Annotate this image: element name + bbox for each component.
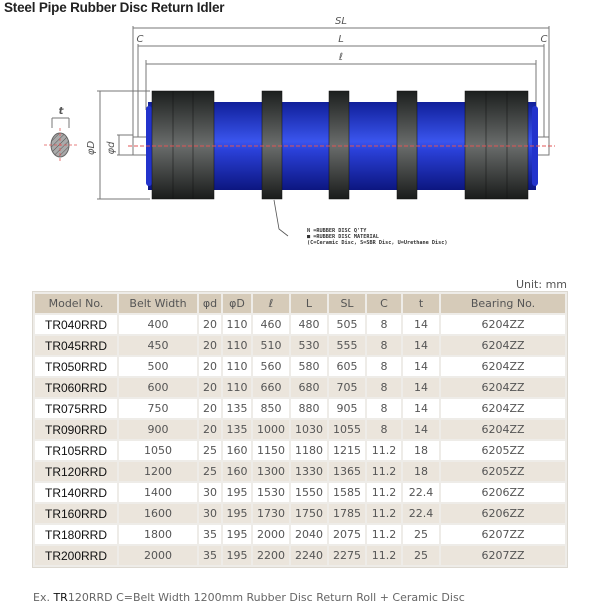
table-cell: 195 — [223, 504, 251, 523]
unit-label: Unit: mm — [515, 278, 567, 291]
table-cell: 11.2 — [367, 525, 401, 544]
table-row — [35, 378, 565, 397]
table-cell: 1750 — [291, 504, 327, 523]
table-cell: 18 — [403, 462, 439, 481]
col-header-belt-width: Belt Width — [119, 294, 197, 313]
table-cell: 11.2 — [367, 483, 401, 502]
table-cell: 6204ZZ — [441, 315, 565, 334]
col-header-l: ℓ — [253, 294, 289, 313]
table-cell: 195 — [223, 483, 251, 502]
shaft-cross-section-icon — [44, 128, 78, 162]
table-cell: TR090RRD — [35, 420, 117, 439]
table-cell: TR050RRD — [35, 357, 117, 376]
table-cell: 1200 — [119, 462, 197, 481]
table-cell: 8 — [367, 399, 401, 418]
dim-label-c-right: C — [540, 34, 548, 45]
table-cell: 705 — [329, 378, 365, 397]
table-cell: 25 — [403, 546, 439, 565]
table-cell: TR060RRD — [35, 378, 117, 397]
table-row — [35, 420, 565, 439]
table-row — [35, 441, 565, 460]
table-cell: TR075RRD — [35, 399, 117, 418]
table-cell: 530 — [291, 336, 327, 355]
table-cell: 6204ZZ — [441, 420, 565, 439]
table-cell: 660 — [253, 378, 289, 397]
table-cell: 25 — [199, 441, 221, 460]
table-cell: 1530 — [253, 483, 289, 502]
dim-label-c-left: C — [136, 34, 144, 45]
table-cell: 20 — [199, 315, 221, 334]
table-cell: 30 — [199, 483, 221, 502]
table-cell: 110 — [223, 336, 251, 355]
table-cell: 555 — [329, 336, 365, 355]
table-cell: 110 — [223, 315, 251, 334]
col-header-bearing: Bearing No. — [441, 294, 565, 313]
table-cell: 500 — [119, 357, 197, 376]
example-rest: 120RRD C=Belt Width 1200mm Rubber Disc Return Roll + Ceramic Disc — [67, 591, 465, 604]
table-cell: 195 — [223, 525, 251, 544]
table-cell: TR160RRD — [35, 504, 117, 523]
table-cell: 6207ZZ — [441, 546, 565, 565]
table-row — [35, 504, 565, 523]
table-cell: 880 — [291, 399, 327, 418]
table-cell: 135 — [223, 420, 251, 439]
table-cell: 1400 — [119, 483, 197, 502]
table-cell: 1180 — [291, 441, 327, 460]
table-cell: 2200 — [253, 546, 289, 565]
table-cell: 20 — [199, 399, 221, 418]
table-cell: 1050 — [119, 441, 197, 460]
col-header-model: Model No. — [35, 294, 117, 313]
table-cell: TR045RRD — [35, 336, 117, 355]
table-cell: 750 — [119, 399, 197, 418]
dim-label-l: ℓ — [338, 52, 344, 63]
table-cell: 20 — [199, 336, 221, 355]
table-cell: 11.2 — [367, 441, 401, 460]
table-cell: 25 — [403, 525, 439, 544]
table-cell: 8 — [367, 378, 401, 397]
table-cell: 560 — [253, 357, 289, 376]
table-cell: 1585 — [329, 483, 365, 502]
table-cell: 6204ZZ — [441, 378, 565, 397]
table-cell: 2240 — [291, 546, 327, 565]
example-bold: TR — [53, 591, 68, 604]
table-cell: 14 — [403, 357, 439, 376]
table-row — [35, 315, 565, 334]
table-cell: 480 — [291, 315, 327, 334]
col-header-t: t — [403, 294, 439, 313]
table-row — [35, 525, 565, 544]
table-cell: TR200RRD — [35, 546, 117, 565]
table-cell: 6206ZZ — [441, 483, 565, 502]
table-cell: 400 — [119, 315, 197, 334]
col-header-C: C — [367, 294, 401, 313]
table-cell: 510 — [253, 336, 289, 355]
table-cell: 1730 — [253, 504, 289, 523]
table-cell: 1330 — [291, 462, 327, 481]
table-cell: 20 — [199, 357, 221, 376]
table-row — [35, 546, 565, 565]
table-cell: TR180RRD — [35, 525, 117, 544]
table-cell: 8 — [367, 357, 401, 376]
table-cell: 8 — [367, 420, 401, 439]
table-cell: 600 — [119, 378, 197, 397]
table-row — [35, 336, 565, 355]
table-cell: 20 — [199, 420, 221, 439]
table-cell: 1800 — [119, 525, 197, 544]
table-cell: 1300 — [253, 462, 289, 481]
idler-diagram — [0, 14, 600, 264]
table-cell: 20 — [199, 378, 221, 397]
table-cell: 1550 — [291, 483, 327, 502]
table-cell: 8 — [367, 336, 401, 355]
table-cell: 900 — [119, 420, 197, 439]
table-cell: 6204ZZ — [441, 399, 565, 418]
legend-line-3: (C=Ceramic Disc, S=SBR Disc, U=Urethane Disc) — [307, 240, 448, 246]
table-row — [35, 357, 565, 376]
dim-label-t: t — [58, 106, 64, 117]
table-cell: 14 — [403, 378, 439, 397]
table-cell: TR040RRD — [35, 315, 117, 334]
legend-line-1: N =RUBBER DISC Q'TY — [307, 228, 367, 234]
table-cell: 460 — [253, 315, 289, 334]
table-cell: 160 — [223, 441, 251, 460]
table-cell: 2075 — [329, 525, 365, 544]
table-cell: 1055 — [329, 420, 365, 439]
table-row — [35, 399, 565, 418]
table-cell: 2000 — [119, 546, 197, 565]
table-cell: 22.4 — [403, 504, 439, 523]
table-cell: 6204ZZ — [441, 357, 565, 376]
table-cell: 6205ZZ — [441, 462, 565, 481]
table-cell: 11.2 — [367, 504, 401, 523]
dim-label-SL: SL — [335, 16, 347, 27]
dim-label-phiD: φD — [86, 140, 97, 156]
table-cell: 1785 — [329, 504, 365, 523]
table-cell: 6205ZZ — [441, 441, 565, 460]
table-header-row — [35, 294, 565, 313]
leader-line — [274, 200, 288, 236]
dim-label-phid: φd — [106, 141, 117, 155]
table-cell: 905 — [329, 399, 365, 418]
table-cell: 1030 — [291, 420, 327, 439]
table-cell: 2000 — [253, 525, 289, 544]
table-cell: 505 — [329, 315, 365, 334]
legend-line-2: ■ =RUBBER DISC MATERIAL — [307, 234, 379, 240]
table-cell: 605 — [329, 357, 365, 376]
table-cell: TR120RRD — [35, 462, 117, 481]
table-cell: 14 — [403, 315, 439, 334]
table-row — [35, 462, 565, 481]
table-cell: 1365 — [329, 462, 365, 481]
table-cell: 580 — [291, 357, 327, 376]
table-cell: 30 — [199, 504, 221, 523]
page-title: Steel Pipe Rubber Disc Return Idler — [4, 0, 225, 15]
table-cell: 8 — [367, 315, 401, 334]
table-cell: 6204ZZ — [441, 336, 565, 355]
col-header-phid: φd — [199, 294, 221, 313]
table-cell: 680 — [291, 378, 327, 397]
table-cell: 110 — [223, 378, 251, 397]
table-cell: 1600 — [119, 504, 197, 523]
table-cell: 22.4 — [403, 483, 439, 502]
table-cell: TR105RRD — [35, 441, 117, 460]
table-cell: 11.2 — [367, 462, 401, 481]
table-cell: 160 — [223, 462, 251, 481]
table-cell: 18 — [403, 441, 439, 460]
col-header-phiD: φD — [223, 294, 251, 313]
table-cell: 35 — [199, 546, 221, 565]
table-cell: 14 — [403, 420, 439, 439]
table-cell: 6207ZZ — [441, 525, 565, 544]
table-cell: 25 — [199, 462, 221, 481]
table-cell: 14 — [403, 336, 439, 355]
table-cell: 35 — [199, 525, 221, 544]
col-header-L: L — [291, 294, 327, 313]
table-cell: TR140RRD — [35, 483, 117, 502]
table-cell: 135 — [223, 399, 251, 418]
table-cell: 1000 — [253, 420, 289, 439]
table-cell: 1215 — [329, 441, 365, 460]
table-cell: 2040 — [291, 525, 327, 544]
table-cell: 11.2 — [367, 546, 401, 565]
example-note — [33, 591, 465, 604]
table-cell: 195 — [223, 546, 251, 565]
dim-label-L: L — [338, 34, 344, 45]
table-row — [35, 483, 565, 502]
example-prefix: Ex. — [33, 591, 54, 604]
table-cell: 2275 — [329, 546, 365, 565]
rubber-disc-icons — [152, 91, 528, 199]
table-cell: 850 — [253, 399, 289, 418]
spec-table — [32, 291, 568, 568]
table-cell: 110 — [223, 357, 251, 376]
table-cell: 1150 — [253, 441, 289, 460]
table-cell: 14 — [403, 399, 439, 418]
table-cell: 6206ZZ — [441, 504, 565, 523]
table-cell: 450 — [119, 336, 197, 355]
col-header-SL: SL — [329, 294, 365, 313]
